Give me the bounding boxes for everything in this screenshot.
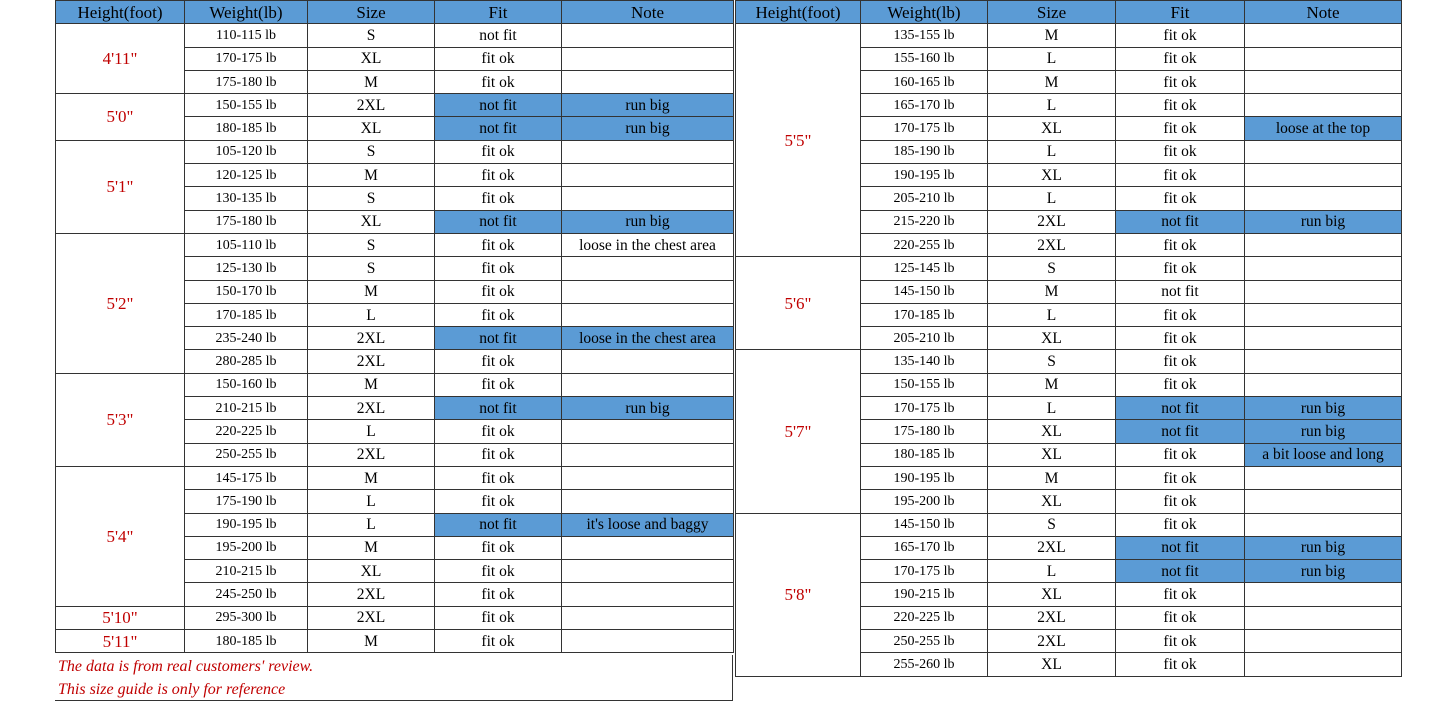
note-cell xyxy=(1245,187,1402,210)
fit-cell: fit ok xyxy=(435,280,562,303)
weight-cell: 145-175 lb xyxy=(185,466,308,489)
weight-cell: 130-135 lb xyxy=(185,187,308,210)
weight-cell: 175-180 lb xyxy=(185,70,308,93)
fit-cell: not fit xyxy=(435,397,562,420)
height-cell: 5'2" xyxy=(56,233,185,373)
table-row xyxy=(56,24,734,47)
note-cell xyxy=(562,70,734,93)
weight-cell: 150-155 lb xyxy=(185,94,308,117)
fit-cell: not fit xyxy=(1116,536,1245,559)
note-cell xyxy=(1245,94,1402,117)
note-cell: loose at the top xyxy=(1245,117,1402,140)
fit-cell: fit ok xyxy=(1116,303,1245,326)
note-cell: loose in the chest area xyxy=(562,327,734,350)
fit-cell: fit ok xyxy=(435,420,562,443)
height-cell: 5'6" xyxy=(736,257,861,350)
header-size: Size xyxy=(988,1,1116,24)
size-cell: L xyxy=(308,490,435,513)
fit-cell: fit ok xyxy=(435,583,562,606)
fit-cell: not fit xyxy=(435,327,562,350)
note-cell: loose in the chest area xyxy=(562,233,734,256)
fit-cell: fit ok xyxy=(435,490,562,513)
note-cell xyxy=(1245,653,1402,676)
size-cell: L xyxy=(988,560,1116,583)
note-cell xyxy=(562,303,734,326)
fit-cell: fit ok xyxy=(1116,117,1245,140)
note-cell xyxy=(1245,350,1402,373)
weight-cell: 180-185 lb xyxy=(185,630,308,653)
size-cell: 2XL xyxy=(988,233,1116,256)
fit-cell: fit ok xyxy=(1116,327,1245,350)
weight-cell: 205-210 lb xyxy=(861,327,988,350)
fit-cell: not fit xyxy=(1116,560,1245,583)
size-cell: L xyxy=(988,140,1116,163)
weight-cell: 215-220 lb xyxy=(861,210,988,233)
fit-cell: fit ok xyxy=(1116,24,1245,47)
note-cell: run big xyxy=(1245,210,1402,233)
header-row xyxy=(56,1,734,24)
fit-cell: not fit xyxy=(435,24,562,47)
weight-cell: 190-195 lb xyxy=(861,466,988,489)
size-cell: M xyxy=(988,373,1116,396)
size-cell: XL xyxy=(988,420,1116,443)
size-cell: L xyxy=(988,303,1116,326)
size-cell: L xyxy=(988,397,1116,420)
size-cell: M xyxy=(988,24,1116,47)
fit-cell: fit ok xyxy=(435,187,562,210)
note-cell xyxy=(562,420,734,443)
fit-cell: fit ok xyxy=(435,630,562,653)
height-cell: 5'5" xyxy=(736,24,861,257)
weight-cell: 250-255 lb xyxy=(861,630,988,653)
size-cell: S xyxy=(308,257,435,280)
note-cell xyxy=(562,373,734,396)
height-cell: 5'3" xyxy=(56,373,185,466)
weight-cell: 170-175 lb xyxy=(861,117,988,140)
weight-cell: 220-225 lb xyxy=(861,606,988,629)
size-cell: XL xyxy=(988,117,1116,140)
size-cell: S xyxy=(308,24,435,47)
note-cell xyxy=(1245,513,1402,536)
weight-cell: 150-155 lb xyxy=(861,373,988,396)
fit-cell: fit ok xyxy=(435,70,562,93)
weight-cell: 110-115 lb xyxy=(185,24,308,47)
header-weight: Weight(lb) xyxy=(861,1,988,24)
fit-cell: not fit xyxy=(435,94,562,117)
size-cell: M xyxy=(988,70,1116,93)
fit-cell: not fit xyxy=(435,117,562,140)
size-cell: XL xyxy=(308,117,435,140)
size-cell: XL xyxy=(308,47,435,70)
fit-cell: fit ok xyxy=(1116,606,1245,629)
fit-cell: fit ok xyxy=(435,47,562,70)
note-cell: run big xyxy=(562,397,734,420)
weight-cell: 245-250 lb xyxy=(185,583,308,606)
note-cell: run big xyxy=(1245,560,1402,583)
note-cell xyxy=(562,257,734,280)
weight-cell: 170-175 lb xyxy=(861,397,988,420)
fit-cell: fit ok xyxy=(435,140,562,163)
table-row xyxy=(736,257,1402,280)
table-row xyxy=(56,94,734,117)
size-cell: S xyxy=(308,233,435,256)
weight-cell: 165-170 lb xyxy=(861,536,988,559)
weight-cell: 185-190 lb xyxy=(861,140,988,163)
note-cell: run big xyxy=(562,210,734,233)
weight-cell: 190-215 lb xyxy=(861,583,988,606)
fit-cell: fit ok xyxy=(435,233,562,256)
fit-cell: fit ok xyxy=(1116,443,1245,466)
weight-cell: 105-110 lb xyxy=(185,233,308,256)
size-cell: 2XL xyxy=(988,536,1116,559)
note-cell xyxy=(1245,140,1402,163)
note-cell: run big xyxy=(1245,420,1402,443)
note-cell xyxy=(1245,327,1402,350)
size-cell: S xyxy=(988,350,1116,373)
table-row xyxy=(736,24,1402,47)
weight-cell: 135-140 lb xyxy=(861,350,988,373)
size-cell: 2XL xyxy=(308,94,435,117)
table-row xyxy=(56,233,734,256)
weight-cell: 150-170 lb xyxy=(185,280,308,303)
header-size: Size xyxy=(308,1,435,24)
fit-cell: fit ok xyxy=(1116,257,1245,280)
weight-cell: 165-170 lb xyxy=(861,94,988,117)
fit-cell: fit ok xyxy=(435,560,562,583)
header-weight: Weight(lb) xyxy=(185,1,308,24)
fit-cell: not fit xyxy=(1116,397,1245,420)
table-row xyxy=(736,513,1402,536)
weight-cell: 125-145 lb xyxy=(861,257,988,280)
weight-cell: 235-240 lb xyxy=(185,327,308,350)
size-cell: L xyxy=(988,47,1116,70)
weight-cell: 125-130 lb xyxy=(185,257,308,280)
note-cell: run big xyxy=(562,94,734,117)
header-height: Height(foot) xyxy=(736,1,861,24)
weight-cell: 175-180 lb xyxy=(861,420,988,443)
note-cell xyxy=(1245,490,1402,513)
weight-cell: 295-300 lb xyxy=(185,606,308,629)
fit-cell: fit ok xyxy=(1116,70,1245,93)
header-note: Note xyxy=(1245,1,1402,24)
fit-cell: fit ok xyxy=(1116,513,1245,536)
header-fit: Fit xyxy=(435,1,562,24)
size-cell: M xyxy=(308,164,435,187)
fit-cell: fit ok xyxy=(1116,630,1245,653)
weight-cell: 220-225 lb xyxy=(185,420,308,443)
note-cell xyxy=(562,443,734,466)
table-row xyxy=(56,606,734,629)
note-cell xyxy=(1245,233,1402,256)
fit-cell: not fit xyxy=(435,513,562,536)
note-cell xyxy=(562,24,734,47)
fit-cell: fit ok xyxy=(1116,583,1245,606)
header-fit: Fit xyxy=(1116,1,1245,24)
footnote-box xyxy=(55,655,733,701)
footnote-line: This size guide is only for reference xyxy=(58,681,286,698)
fit-cell: fit ok xyxy=(1116,233,1245,256)
note-cell xyxy=(1245,70,1402,93)
weight-cell: 145-150 lb xyxy=(861,513,988,536)
note-cell: run big xyxy=(1245,397,1402,420)
fit-cell: fit ok xyxy=(435,466,562,489)
weight-cell: 175-180 lb xyxy=(185,210,308,233)
fit-cell: fit ok xyxy=(435,443,562,466)
note-cell: run big xyxy=(562,117,734,140)
weight-cell: 145-150 lb xyxy=(861,280,988,303)
weight-cell: 120-125 lb xyxy=(185,164,308,187)
note-cell xyxy=(1245,466,1402,489)
weight-cell: 255-260 lb xyxy=(861,653,988,676)
fit-cell: fit ok xyxy=(435,606,562,629)
note-cell xyxy=(1245,24,1402,47)
height-cell: 5'11" xyxy=(56,630,185,653)
header-height: Height(foot) xyxy=(56,1,185,24)
note-cell: it's loose and baggy xyxy=(562,513,734,536)
size-cell: XL xyxy=(988,164,1116,187)
note-cell: a bit loose and long xyxy=(1245,443,1402,466)
fit-cell: fit ok xyxy=(435,350,562,373)
size-cell: M xyxy=(308,280,435,303)
fit-cell: fit ok xyxy=(1116,47,1245,70)
weight-cell: 205-210 lb xyxy=(861,187,988,210)
size-cell: L xyxy=(988,94,1116,117)
table-row xyxy=(736,350,1402,373)
size-cell: S xyxy=(308,187,435,210)
weight-cell: 220-255 lb xyxy=(861,233,988,256)
fit-cell: fit ok xyxy=(1116,164,1245,187)
fit-cell: not fit xyxy=(1116,280,1245,303)
height-cell: 5'10" xyxy=(56,606,185,629)
fit-cell: fit ok xyxy=(1116,94,1245,117)
note-cell xyxy=(562,490,734,513)
size-cell: XL xyxy=(988,443,1116,466)
size-cell: 2XL xyxy=(308,443,435,466)
table-row xyxy=(56,630,734,653)
note-cell xyxy=(562,164,734,187)
note-cell xyxy=(562,606,734,629)
note-cell xyxy=(1245,280,1402,303)
fit-cell: fit ok xyxy=(435,257,562,280)
note-cell xyxy=(1245,630,1402,653)
weight-cell: 195-200 lb xyxy=(861,490,988,513)
note-cell xyxy=(1245,47,1402,70)
size-cell: XL xyxy=(308,560,435,583)
footnote-line: The data is from real customers' review. xyxy=(58,658,314,675)
fit-cell: fit ok xyxy=(1116,490,1245,513)
note-cell xyxy=(562,630,734,653)
height-cell: 5'4" xyxy=(56,466,185,606)
fit-cell: fit ok xyxy=(1116,350,1245,373)
size-cell: 2XL xyxy=(308,606,435,629)
height-cell: 5'0" xyxy=(56,94,185,141)
table-row xyxy=(56,373,734,396)
weight-cell: 170-175 lb xyxy=(861,560,988,583)
size-cell: S xyxy=(988,257,1116,280)
size-cell: S xyxy=(308,140,435,163)
note-cell xyxy=(562,47,734,70)
header-note: Note xyxy=(562,1,734,24)
size-table-right xyxy=(735,0,1402,677)
weight-cell: 150-160 lb xyxy=(185,373,308,396)
weight-cell: 190-195 lb xyxy=(185,513,308,536)
fit-cell: not fit xyxy=(1116,420,1245,443)
note-cell xyxy=(562,466,734,489)
fit-cell: fit ok xyxy=(1116,373,1245,396)
note-cell xyxy=(562,187,734,210)
size-cell: L xyxy=(308,303,435,326)
note-cell xyxy=(1245,303,1402,326)
fit-cell: not fit xyxy=(1116,210,1245,233)
size-cell: M xyxy=(988,280,1116,303)
fit-cell: fit ok xyxy=(435,303,562,326)
size-cell: M xyxy=(308,70,435,93)
note-cell xyxy=(1245,257,1402,280)
note-cell xyxy=(562,140,734,163)
fit-cell: not fit xyxy=(435,210,562,233)
weight-cell: 210-215 lb xyxy=(185,560,308,583)
size-cell: XL xyxy=(988,653,1116,676)
weight-cell: 180-185 lb xyxy=(185,117,308,140)
size-cell: 2XL xyxy=(308,397,435,420)
size-cell: M xyxy=(308,536,435,559)
size-cell: XL xyxy=(308,210,435,233)
size-cell: M xyxy=(308,373,435,396)
size-cell: M xyxy=(308,630,435,653)
size-cell: XL xyxy=(988,490,1116,513)
weight-cell: 180-185 lb xyxy=(861,443,988,466)
table-row xyxy=(56,140,734,163)
weight-cell: 155-160 lb xyxy=(861,47,988,70)
height-cell: 5'1" xyxy=(56,140,185,233)
note-cell xyxy=(562,350,734,373)
size-cell: 2XL xyxy=(308,350,435,373)
size-cell: 2XL xyxy=(988,630,1116,653)
fit-cell: fit ok xyxy=(1116,653,1245,676)
weight-cell: 170-185 lb xyxy=(185,303,308,326)
note-cell xyxy=(562,560,734,583)
note-cell: run big xyxy=(1245,536,1402,559)
weight-cell: 105-120 lb xyxy=(185,140,308,163)
height-cell: 5'8" xyxy=(736,513,861,676)
fit-cell: fit ok xyxy=(435,536,562,559)
note-cell xyxy=(1245,164,1402,187)
weight-cell: 170-185 lb xyxy=(861,303,988,326)
weight-cell: 190-195 lb xyxy=(861,164,988,187)
table-row xyxy=(56,466,734,489)
weight-cell: 210-215 lb xyxy=(185,397,308,420)
note-cell xyxy=(1245,606,1402,629)
size-cell: M xyxy=(988,466,1116,489)
fit-cell: fit ok xyxy=(1116,187,1245,210)
header-row xyxy=(736,1,1402,24)
weight-cell: 250-255 lb xyxy=(185,443,308,466)
fit-cell: fit ok xyxy=(1116,140,1245,163)
size-cell: L xyxy=(988,187,1116,210)
note-cell xyxy=(562,280,734,303)
size-cell: L xyxy=(308,420,435,443)
fit-cell: fit ok xyxy=(435,373,562,396)
note-cell xyxy=(1245,373,1402,396)
size-cell: S xyxy=(988,513,1116,536)
weight-cell: 280-285 lb xyxy=(185,350,308,373)
weight-cell: 175-190 lb xyxy=(185,490,308,513)
size-cell: 2XL xyxy=(988,210,1116,233)
fit-cell: fit ok xyxy=(1116,466,1245,489)
note-cell xyxy=(1245,583,1402,606)
size-cell: 2XL xyxy=(988,606,1116,629)
weight-cell: 170-175 lb xyxy=(185,47,308,70)
height-cell: 5'7" xyxy=(736,350,861,513)
weight-cell: 160-165 lb xyxy=(861,70,988,93)
note-cell xyxy=(562,536,734,559)
size-table-left xyxy=(55,0,734,653)
size-cell: L xyxy=(308,513,435,536)
note-cell xyxy=(562,583,734,606)
size-cell: XL xyxy=(988,583,1116,606)
height-cell: 4'11" xyxy=(56,24,185,94)
size-cell: 2XL xyxy=(308,327,435,350)
size-cell: XL xyxy=(988,327,1116,350)
size-cell: M xyxy=(308,466,435,489)
size-cell: 2XL xyxy=(308,583,435,606)
weight-cell: 195-200 lb xyxy=(185,536,308,559)
fit-cell: fit ok xyxy=(435,164,562,187)
weight-cell: 135-155 lb xyxy=(861,24,988,47)
